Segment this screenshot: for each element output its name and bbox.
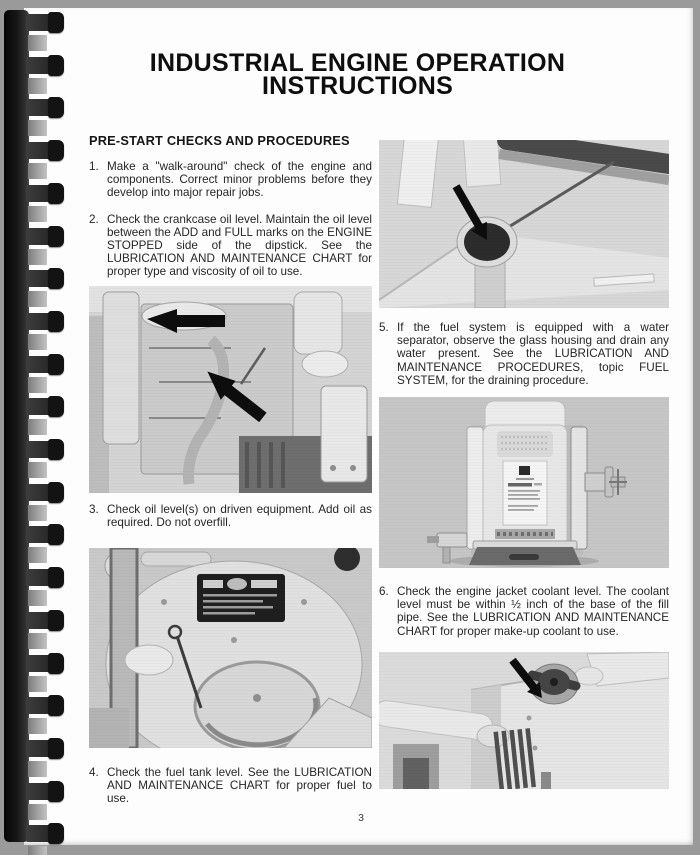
binding-hole-shadow [28, 547, 47, 563]
column-left [89, 133, 372, 806]
title-line-2: INSTRUCTIONS [261, 72, 454, 100]
binding-tooth-tip [48, 55, 64, 76]
binding-hole-shadow [28, 419, 47, 435]
binding-spine [4, 10, 29, 842]
page [24, 8, 693, 845]
binding-tooth-tip [48, 226, 64, 247]
binding-tooth-tip [48, 610, 64, 631]
item-number: 3. [89, 502, 99, 516]
item-text: Check the crankcase oil level. Maintain the oil level between the ADD and FULL marks on the ENGINE STOPPED side of the dipstick. See the LUBRICATION AND MAINTENANCE CHART for proper type and viscosity of oil to use. [107, 212, 372, 279]
binding-tooth-tip [48, 268, 64, 289]
binding-tooth-tip [48, 354, 64, 375]
binding-tooth-tip [48, 781, 64, 802]
item-text: Check the engine jacket coolant level. The coolant level must be within ½ inch of the base of the fill pipe. See the LUBRICATION AND MAINTENANCE CHART for proper make-up coolant to use. [397, 585, 669, 638]
binding-tooth-tip [48, 97, 64, 118]
fuel-tank-photo-illustration [89, 548, 372, 748]
comb-binding [0, 0, 72, 855]
binding-hole-shadow [28, 761, 47, 777]
section-heading: PRE-START CHECKS AND PROCEDURES [89, 133, 350, 148]
item-text: Make a "walk-around" check of the engine and components. Correct minor problems before they develop into major repair jobs. [107, 160, 372, 200]
binding-hole-shadow [28, 846, 47, 855]
binding-tooth-tip [48, 439, 64, 460]
figure-fuel-fill-opening [379, 140, 669, 308]
engine-photo-illustration [89, 286, 372, 493]
figure-engine-oil-level-check [89, 286, 372, 493]
binding-hole-shadow [28, 206, 47, 222]
checklist-item-4 [89, 766, 372, 806]
binding-tooth-tip [48, 653, 64, 674]
binding-hole-shadow [28, 334, 47, 350]
binding-hole-shadow [28, 291, 47, 307]
binding-hole-shadow [28, 676, 47, 692]
binding-hole-shadow [28, 78, 47, 94]
binding-hole-shadow [28, 163, 47, 179]
binding-hole-shadow [28, 633, 47, 649]
item-text: Check oil level(s) on driven equipment. Add oil as required. Do not overfill. [107, 502, 372, 529]
binding-tooth-tip [48, 311, 64, 332]
binding-tooth-tip [48, 183, 64, 204]
binding-hole-shadow [28, 249, 47, 265]
binding-tooth-tip [48, 396, 64, 417]
figure-radiator-cap-check [379, 652, 669, 789]
checklist-item-5 [379, 321, 669, 387]
checklist-item-1 [89, 160, 372, 200]
page-number: 3 [358, 812, 364, 824]
binding-hole-shadow [28, 462, 47, 478]
binding-hole-shadow [28, 120, 47, 136]
radiator-cap-photo-illustration [379, 652, 669, 789]
binding-tooth-tip [48, 823, 64, 844]
item-number: 4. [89, 766, 99, 780]
binding-tooth-tip [48, 738, 64, 759]
binding-hole-shadow [28, 718, 47, 734]
binding-hole-shadow [28, 590, 47, 606]
column-right [379, 140, 669, 789]
binding-hole-shadow [28, 35, 47, 51]
water-separator-photo-illustration [379, 397, 669, 568]
item-number: 2. [89, 212, 99, 226]
figure-water-separator [379, 397, 669, 568]
binding-tooth-tip [48, 12, 64, 33]
binding-hole-shadow [28, 505, 47, 521]
binding-tooth-tip [48, 524, 64, 545]
page-title [120, 49, 595, 100]
figure-fuel-tank-dipstick [89, 548, 372, 748]
binding-hole-shadow [28, 804, 47, 820]
binding-tooth-tip [48, 695, 64, 716]
item-text: Check the fuel tank level. See the LUBRICATION AND MAINTENANCE CHART for proper fuel to use. [107, 766, 372, 806]
binding-hole-shadow [28, 377, 47, 393]
item-number: 6. [379, 585, 389, 599]
item-number: 5. [379, 321, 389, 334]
checklist-item-3 [89, 503, 372, 529]
title-line-1: INDUSTRIAL ENGINE OPERATION [149, 49, 566, 77]
checklist-item-6 [379, 585, 669, 638]
binding-tooth-tip [48, 140, 64, 161]
item-number: 1. [89, 160, 99, 173]
item-text: If the fuel system is equipped with a water separator, observe the glass housing and drain any water present. See the LUBRICATION AND MAINTENANCE PROCEDURES, topic FUEL SYSTEM, for the draining procedure. [397, 321, 669, 387]
binding-tooth-tip [48, 482, 64, 503]
binding-tooth-tip [48, 567, 64, 588]
fill-opening-photo-illustration [379, 140, 669, 308]
checklist-item-2 [89, 213, 372, 279]
